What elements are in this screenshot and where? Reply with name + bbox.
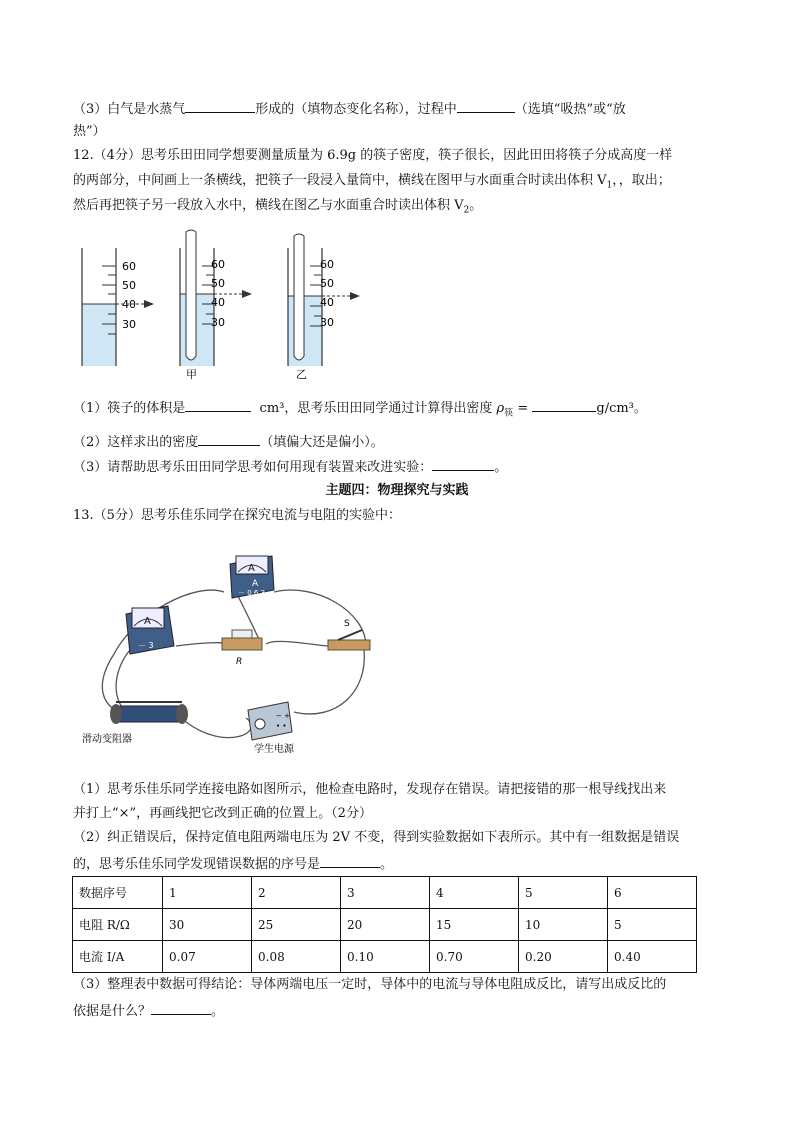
q13-sub1-line2: 并打上“×”，再画线把它改到正确的位置上。（2分） (73, 806, 372, 821)
svg-text:30: 30 (320, 316, 334, 329)
q12-sub1: （1）筷子的体积是 cm³，思考乐田田同学通过计算得出密度 $\rho_筷 = g/cm^3$。 (73, 397, 647, 424)
q13-sub3-line1: （3）整理表中数据可得结论：导体两端电压一定时，导体中的电流与导体电阻成反比，请写出成反比的 (73, 977, 667, 992)
eye-icon (242, 290, 252, 298)
label-jia: 甲 (186, 368, 197, 380)
voltmeter[interactable] (126, 606, 174, 654)
q13-sub1-line1: （1）思考乐佳乐同学连接电路如图所示，他检查电路时，发现存在错误。请把接错的那一根导线找出来 (73, 782, 667, 797)
label-yi: 乙 (296, 368, 307, 380)
svg-text:40: 40 (211, 296, 225, 309)
answer-blank[interactable] (320, 853, 380, 868)
q11-3-line2: 热”） (73, 124, 106, 139)
eye-icon (144, 300, 154, 308)
q12-line3: 然后再把筷子另一段放入水中，横线在图乙与水面重合时读出体积 $V_2$。 (73, 198, 483, 216)
measuring-cylinder-figure (74, 228, 374, 380)
cylinder-jia (180, 230, 252, 380)
svg-text:− +: − + (276, 712, 290, 720)
svg-text:A: A (252, 579, 259, 589)
data-table (72, 876, 697, 973)
q12-line1: 12.（4分）思考乐田田同学想要测量质量为 6.9g 的筷子密度，筷子很长，因此田田将筷子分成高度一样 (73, 148, 673, 163)
answer-blank[interactable] (185, 98, 255, 113)
q12-line2: 的两部分，中间画上一条横线，把筷子一段浸入量筒中，横线在图甲与水面重合时读出体积 $V_1$，，取出； (73, 173, 671, 191)
chopstick (186, 230, 196, 360)
svg-text:50: 50 (320, 277, 334, 290)
voltmeter-symbol: A (144, 616, 151, 627)
eye-icon (350, 292, 360, 300)
answer-blank[interactable] (457, 98, 515, 113)
q13-intro: 13.（5分）思考乐佳乐同学在探究电流与电阻的实验中： (73, 508, 401, 523)
answer-blank[interactable] (532, 397, 596, 412)
topic-heading: 主题四：物理探究与实践 (325, 483, 469, 498)
rheostat[interactable] (82, 702, 188, 745)
tick-50: 50 (122, 279, 136, 292)
chopstick (294, 234, 304, 360)
table-row-current: 电流 I/A 0.07 0.08 0.10 0.70 0.20 0.40 (73, 941, 697, 973)
q13-sub2-line1: （2）纠正错误后，保持定值电阻两端电压为 2V 不变，得到实验数据如下表所示。其中有一组数据是错误 (73, 830, 680, 845)
tick-30: 30 (122, 318, 136, 331)
ammeter-scale: － 0.6 3 (238, 589, 266, 597)
q12-sub2: （2）这样求出的密度 （填偏大还是偏小）。 (73, 431, 384, 453)
svg-text:50: 50 (211, 277, 225, 290)
svg-text:60: 60 (320, 258, 334, 271)
svg-text:40: 40 (320, 296, 334, 309)
svg-text:• •: • • (276, 722, 287, 730)
cylinder-yi (288, 234, 360, 380)
svg-text:60: 60 (211, 258, 225, 271)
q12-sub3: （3）请帮助思考乐田田同学思考如何用现有装置来改进实验： 。 (73, 456, 507, 478)
q11-3-line1: （3）白气是水蒸气 形成的（填物态变化名称），过程中 （选填“吸热”或“放 (73, 98, 626, 120)
switch-label: S (344, 619, 350, 629)
answer-blank[interactable] (198, 431, 260, 446)
circuit-figure (76, 542, 386, 756)
q13-sub2-line2: 的，思考乐佳乐同学发现错误数据的序号是 。 (73, 853, 393, 875)
answer-blank[interactable] (432, 456, 494, 471)
q13-sub3-line2: 依据是什么？ 。 (73, 1000, 224, 1022)
voltmeter-scale: － 3 (138, 641, 154, 650)
tick-60: 60 (122, 260, 136, 273)
answer-blank[interactable] (185, 397, 251, 412)
svg-text:30: 30 (211, 316, 225, 329)
power-supply[interactable] (248, 702, 295, 755)
table-row-resistance: 电阻 R/Ω 30 25 20 15 10 5 (73, 909, 697, 941)
tick-40: 40 (122, 298, 136, 311)
power-label: 学生电源 (254, 744, 294, 755)
ammeter[interactable] (230, 556, 274, 598)
ammeter-symbol: A (248, 563, 255, 574)
cylinder-initial (82, 248, 154, 366)
answer-blank[interactable] (151, 1000, 211, 1015)
rheostat-label: 滑动变阻器 (82, 734, 132, 745)
table-row-header: 数据序号 1 2 3 4 5 6 (73, 877, 697, 909)
resistor-label: R (236, 657, 243, 667)
resistor[interactable] (222, 630, 262, 667)
